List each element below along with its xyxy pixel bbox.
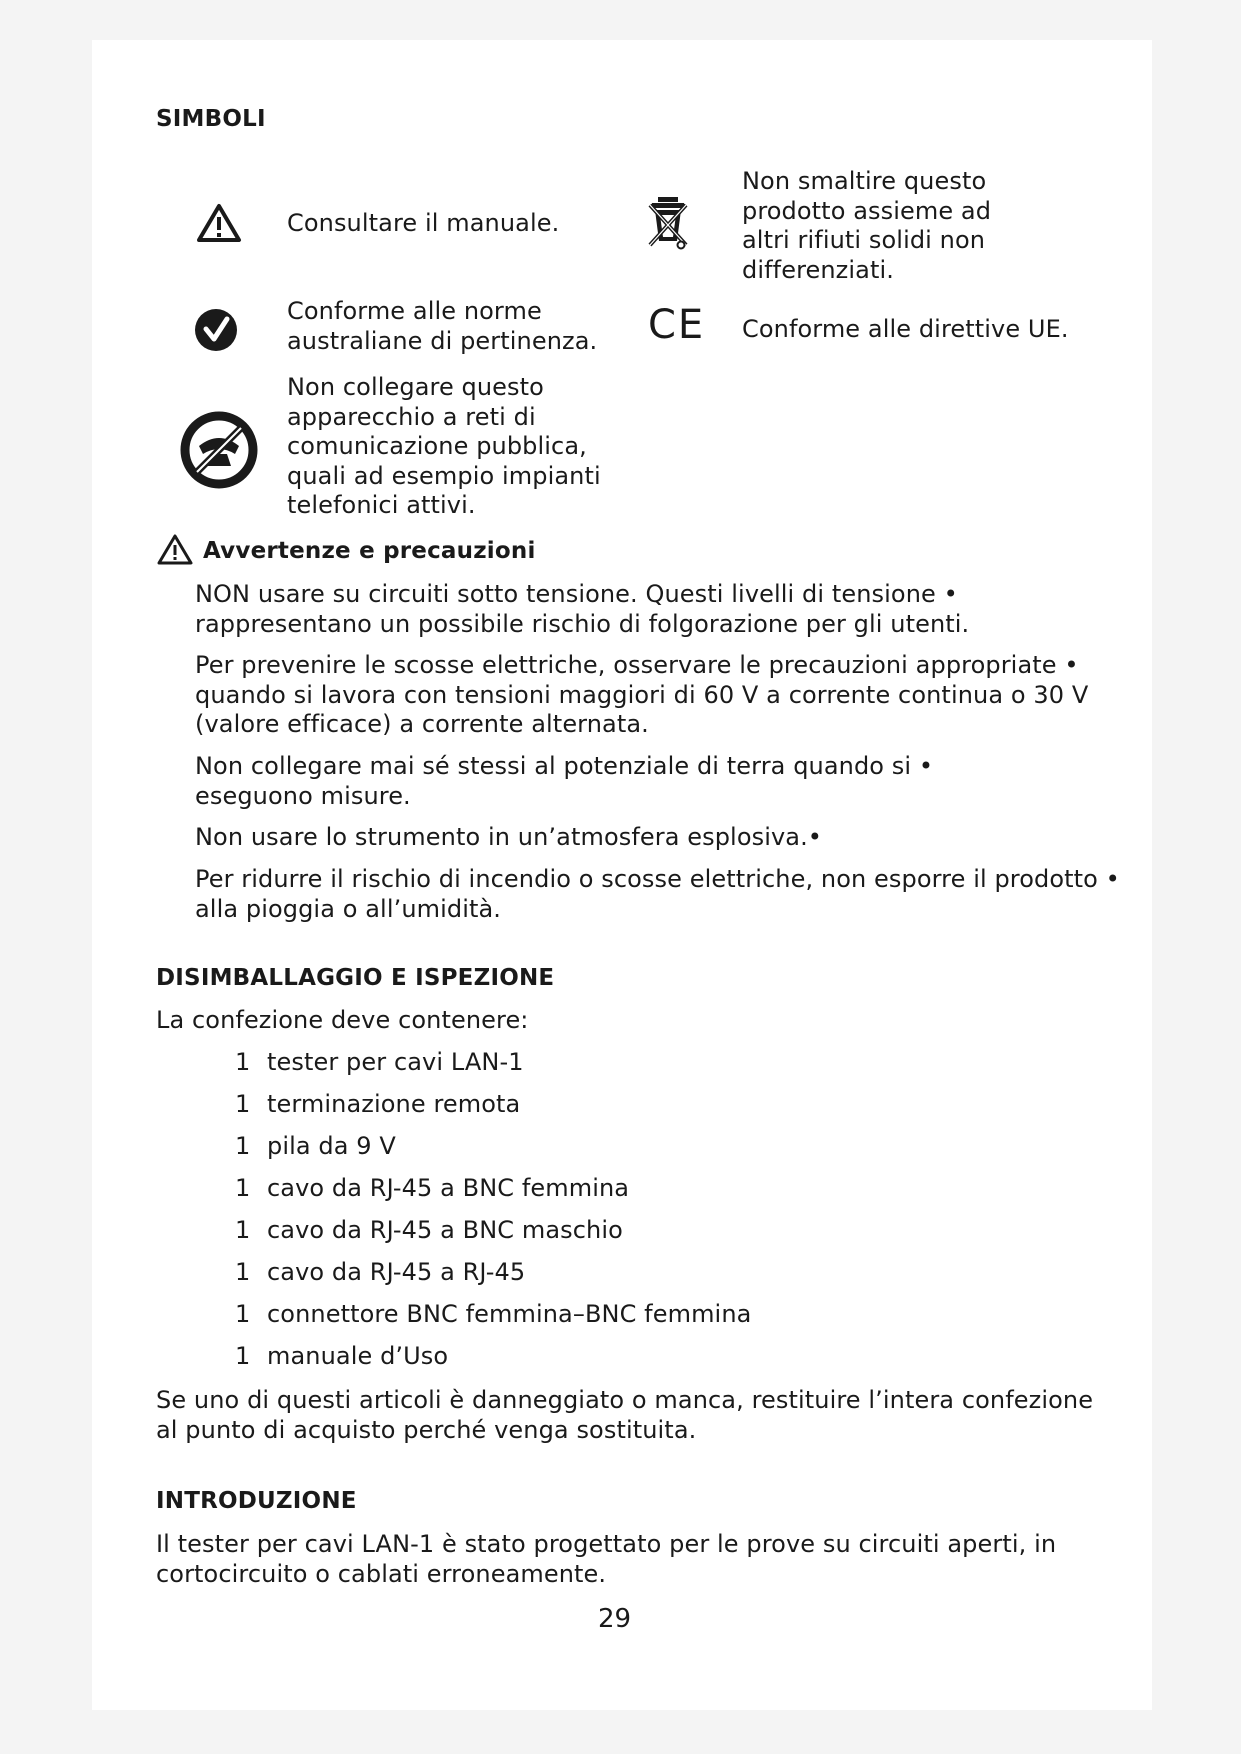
- item-quantity: 1: [235, 1258, 251, 1286]
- item-quantity: 1: [235, 1132, 251, 1160]
- unpacking-heading: DISIMBALLAGGIO E ISPEZIONE: [156, 965, 555, 991]
- symbol-text-line: apparecchio a reti di: [287, 402, 536, 431]
- symbol-network-text: [287, 373, 601, 521]
- item-quantity: 1: [235, 1174, 251, 1202]
- introduction-heading: INTRODUZIONE: [156, 1488, 357, 1514]
- item-quantity: 1: [235, 1216, 251, 1244]
- symbol-text-line: altri rifiuti solidi non: [742, 226, 986, 254]
- symbol-text-line: Non collegare questo: [287, 373, 544, 401]
- symbol-text-line: telefonici attivi.: [287, 491, 476, 519]
- symbols-heading: SIMBOLI: [156, 106, 266, 132]
- symbol-text-line: Conforme alle norme: [287, 297, 542, 325]
- no-phone-network-icon: [179, 410, 259, 490]
- warning-line: quando si lavora con tensioni maggiori di 60 V a corrente continua o 30 V: [195, 680, 1089, 709]
- warning-line: Per ridurre il rischio di incendio o scosse elettriche, non esporre il prodotto •: [195, 865, 1120, 893]
- symbol-bin-text: [742, 167, 991, 285]
- symbol-text-line: prodotto assieme ad: [742, 196, 992, 225]
- warning-line: Non collegare mai sé stessi al potenziale di terra quando si •: [195, 752, 934, 780]
- ce-mark-icon: CE: [648, 302, 706, 348]
- item-label: connettore BNC femmina–BNC femmina: [267, 1300, 752, 1328]
- item-label: tester per cavi LAN-1: [267, 1048, 524, 1076]
- warning-item: [195, 651, 1155, 740]
- introduction-text: [156, 1530, 1056, 1589]
- warning-line: alla pioggia o all’umidità.: [195, 894, 502, 923]
- symbol-manual-text: [287, 209, 559, 239]
- intro-line: cortocircuito o cablati erroneamente.: [156, 1559, 607, 1588]
- item-quantity: 1: [235, 1300, 251, 1328]
- item-quantity: 1: [235, 1048, 251, 1076]
- warning-item: [195, 823, 1155, 853]
- crossed-bin-icon: [648, 193, 688, 253]
- item-label: manuale d’Uso: [267, 1342, 449, 1370]
- symbol-ce-text: [742, 315, 1069, 345]
- warning-heading-icon: [157, 534, 193, 565]
- symbol-text-line: australiane di pertinenza.: [287, 326, 598, 355]
- note-line: al punto di acquisto perché venga sostituita.: [156, 1415, 697, 1444]
- warning-line: Per prevenire le scosse elettriche, osservare le precauzioni appropriate •: [195, 651, 1079, 679]
- page-number: 29: [598, 1604, 632, 1634]
- symbol-text-line: differenziati.: [742, 255, 894, 284]
- symbol-text-line: Conforme alle direttive UE.: [742, 315, 1069, 343]
- warning-line: (valore efficace) a corrente alternata.: [195, 710, 649, 738]
- warning-line: eseguono misure.: [195, 781, 411, 810]
- note-line: Se uno di questi articoli è danneggiato o manca, restituire l’intera confezione: [156, 1386, 1094, 1414]
- unpacking-intro: La confezione deve contenere:: [156, 1006, 529, 1034]
- warning-item: [195, 865, 1155, 924]
- c-tick-icon: [193, 307, 239, 353]
- item-label: terminazione remota: [267, 1090, 521, 1118]
- symbol-text-line: Non smaltire questo: [742, 167, 987, 195]
- item-label: cavo da RJ-45 a RJ-45: [267, 1258, 526, 1286]
- warning-line: rappresentano un possibile rischio di folgorazione per gli utenti.: [195, 609, 970, 638]
- warnings-heading: Avvertenze e precauzioni: [203, 538, 536, 564]
- symbol-text-line: comunicazione pubblica,: [287, 432, 587, 460]
- item-label: cavo da RJ-45 a BNC femmina: [267, 1174, 630, 1202]
- warning-triangle-icon: [196, 203, 242, 243]
- item-label: pila da 9 V: [267, 1132, 396, 1160]
- symbol-text-line: Consultare il manuale.: [287, 209, 560, 237]
- warning-item: [195, 580, 1155, 639]
- item-quantity: 1: [235, 1090, 251, 1118]
- unpacking-note: [156, 1386, 1093, 1445]
- warning-item: [195, 752, 1155, 811]
- intro-line: Il tester per cavi LAN-1 è stato progettato per le prove su circuiti aperti, in: [156, 1530, 1057, 1558]
- warning-line: NON usare su circuiti sotto tensione. Questi livelli di tensione •: [195, 580, 958, 608]
- warning-line: Non usare lo strumento in un’atmosfera esplosiva.•: [195, 823, 823, 851]
- item-label: cavo da RJ-45 a BNC maschio: [267, 1216, 623, 1244]
- symbol-text-line: quali ad esempio impianti: [287, 461, 601, 490]
- symbol-ctick-text: [287, 297, 597, 356]
- item-quantity: 1: [235, 1342, 251, 1370]
